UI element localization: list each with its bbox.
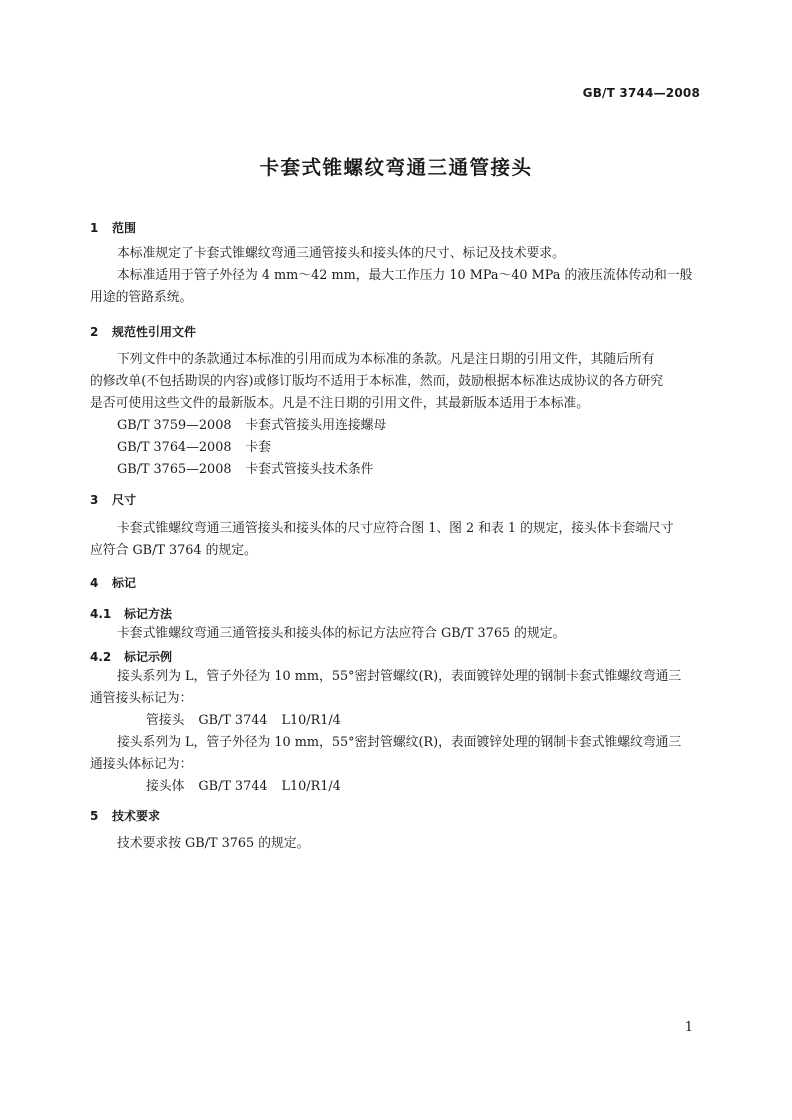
paragraph-line: 是否可使用这些文件的最新版本。凡是不注日期的引用文件，其最新版本适用于本标准。 <box>90 396 590 411</box>
paragraph-line: 技术要求按 GB/T 3765 的规定。 <box>117 836 310 851</box>
reference-title: 卡套式管接头用连接螺母 <box>245 418 387 433</box>
marking-designation: L10/R1/4 <box>281 779 341 794</box>
section-title: 尺寸 <box>112 493 137 507</box>
section-number: 3 <box>90 493 99 507</box>
section-title: 标记方法 <box>124 607 173 621</box>
section-number: 5 <box>90 809 99 823</box>
paragraph-line: 卡套式锥螺纹弯通三通管接头和接头体的尺寸应符合图 1、图 2 和表 1 的规定，接头体卡套端尺寸 <box>117 521 674 536</box>
paragraph-line: 本标准适用于管子外径为 4 mm～42 mm，最大工作压力 10 MPa～40 MPa 的液压流体传动和一般 <box>117 268 693 283</box>
reference-code: GB/T 3764—2008 <box>117 440 232 455</box>
marking-name: 管接头 <box>146 713 185 728</box>
paragraph-line: 应符合 GB/T 3764 的规定。 <box>90 543 257 558</box>
marking-name: 接头体 <box>146 779 185 794</box>
section-title: 技术要求 <box>112 809 161 823</box>
marking-designation: L10/R1/4 <box>281 713 341 728</box>
section-4-1-heading <box>90 605 172 622</box>
paragraph-line: 本标准规定了卡套式锥螺纹弯通三通管接头和接头体的尺寸、标记及技术要求。 <box>117 246 565 261</box>
section-3-heading <box>90 491 136 508</box>
page-number: 1 <box>684 1020 693 1035</box>
section-number: 2 <box>90 325 99 339</box>
section-number: 1 <box>90 221 99 235</box>
marking-standard: GB/T 3744 <box>198 713 268 728</box>
section-title: 标记示例 <box>124 650 173 664</box>
paragraph-line: 用途的管路系统。 <box>90 290 193 305</box>
reference-item <box>90 437 730 459</box>
paragraph-line: 的修改单(不包括勘误的内容)或修订版均不适用于本标准，然而，鼓励根据本标准达成协议的各方研究 <box>90 374 664 389</box>
paragraph-line: 接头系列为 L，管子外径为 10 mm，55°密封管螺纹(R)，表面镀锌处理的钢制卡套式锥螺纹弯通三 <box>117 669 682 684</box>
document-title: 卡套式锥螺纹弯通三通管接头 <box>259 156 533 179</box>
section-1-heading <box>90 219 136 236</box>
section-2-heading <box>90 323 196 340</box>
section-title: 标记 <box>112 576 137 590</box>
paragraph-line: 通管接头标记为： <box>90 691 193 706</box>
section-title: 范围 <box>112 221 137 235</box>
paragraph-line: 通接头体标记为： <box>90 757 193 772</box>
section-4-2-heading <box>90 648 172 665</box>
section-number: 4 <box>90 576 99 590</box>
reference-code: GB/T 3759—2008 <box>117 418 232 433</box>
section-title: 规范性引用文件 <box>112 325 197 339</box>
standard-code-header: GB/T 3744—2008 <box>582 86 700 100</box>
marking-example <box>90 776 759 798</box>
reference-item <box>90 459 730 481</box>
marking-standard: GB/T 3744 <box>198 779 268 794</box>
paragraph-line: 下列文件中的条款通过本标准的引用而成为本标准的条款。凡是注日期的引用文件，其随后所有 <box>117 352 655 367</box>
reference-title: 卡套 <box>245 440 272 455</box>
reference-item <box>90 415 730 437</box>
reference-title: 卡套式管接头技术条件 <box>245 462 374 477</box>
marking-example <box>90 710 759 732</box>
paragraph-line: 卡套式锥螺纹弯通三通管接头和接头体的标记方法应符合 GB/T 3765 的规定。 <box>117 626 566 641</box>
paragraph-line: 接头系列为 L，管子外径为 10 mm，55°密封管螺纹(R)，表面镀锌处理的钢制卡套式锥螺纹弯通三 <box>117 735 682 750</box>
reference-code: GB/T 3765—2008 <box>117 462 232 477</box>
section-number: 4.1 <box>90 607 112 621</box>
section-4-heading <box>90 574 136 591</box>
section-5-heading <box>90 807 160 824</box>
section-number: 4.2 <box>90 650 112 664</box>
